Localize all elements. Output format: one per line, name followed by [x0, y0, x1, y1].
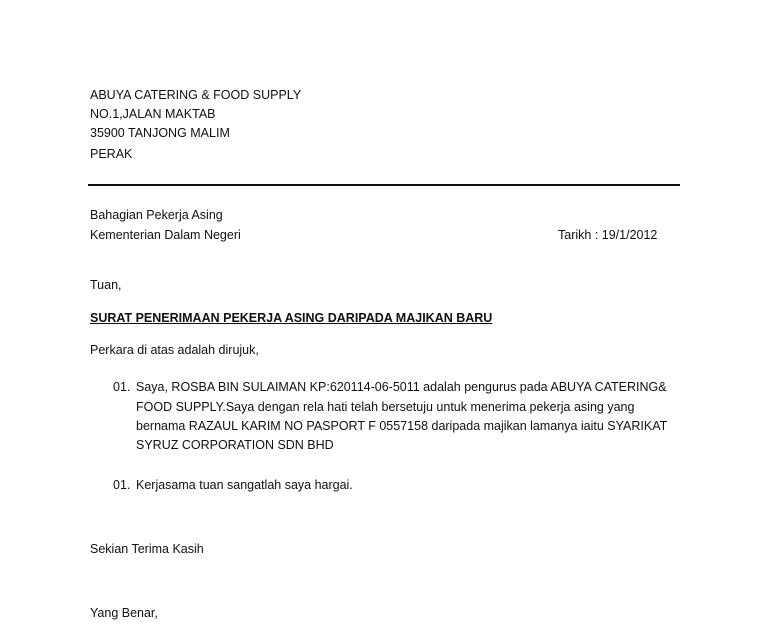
item-number: 01. — [113, 380, 131, 394]
item-1-line-4: SYRUZ CORPORATION SDN BHD — [136, 438, 334, 452]
item-1-line-1: Saya, ROSBA BIN SULAIMAN KP:620114-06-5011 adalah pengurus pada ABUYA CATERING& — [136, 380, 667, 394]
recipient-department: Bahagian Pekerja Asing — [90, 208, 223, 222]
sender-address-line-2: 35900 TANJONG MALIM — [90, 126, 230, 140]
item-number: 01. — [113, 478, 131, 492]
item-1-line-3: bernama RAZAUL KARIM NO PASPORT F 0557158 daripada majikan lamanya iaitu SYARIKAT — [136, 419, 668, 433]
item-1-line-2: FOOD SUPPLY.Saya dengan rela hati telah bersetuju untuk menerima pekerja asing yang — [136, 400, 635, 414]
header-divider — [88, 184, 680, 186]
item-2-line-1: Kerjasama tuan sangatlah saya hargai. — [136, 478, 353, 492]
letter-subject: SURAT PENERIMAAN PEKERJA ASING DARIPADA MAJIKAN BARU — [90, 311, 493, 325]
sender-company: ABUYA CATERING & FOOD SUPPLY — [90, 88, 302, 102]
salutation: Tuan, — [90, 278, 122, 292]
signoff: Yang Benar, — [90, 606, 158, 620]
sender-address-line-1: NO.1,JALAN MAKTAB — [90, 107, 216, 121]
closing-remark: Sekian Terima Kasih — [90, 542, 204, 556]
recipient-ministry: Kementerian Dalam Negeri — [90, 228, 241, 242]
opening-sentence: Perkara di atas adalah dirujuk, — [90, 343, 259, 357]
sender-state: PERAK — [90, 147, 133, 161]
letter-date: Tarikh : 19/1/2012 — [558, 228, 658, 242]
